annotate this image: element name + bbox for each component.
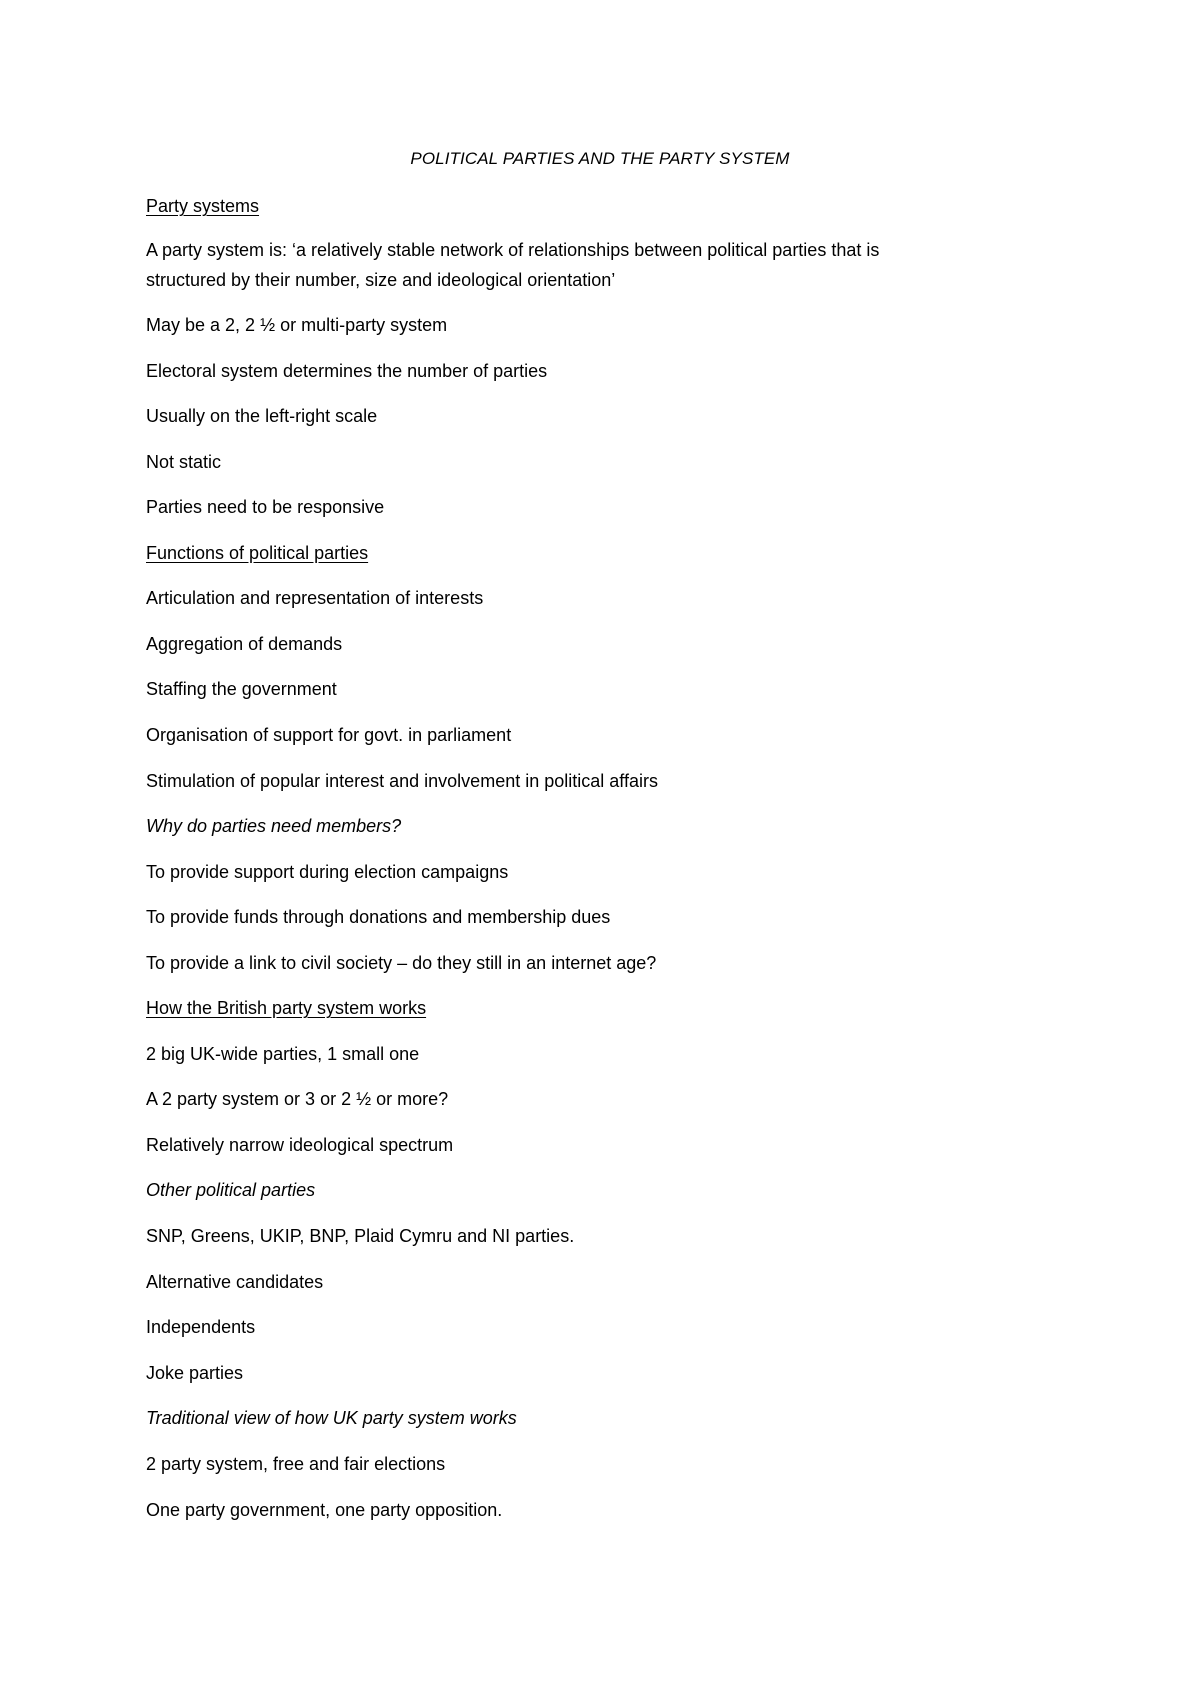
section-heading: How the British party system works <box>146 998 427 1018</box>
body-text-line: Parties need to be responsive <box>146 497 385 517</box>
body-text-line: One party government, one party opposition. <box>146 1500 503 1520</box>
body-text-line: A party system is: ‘a relatively stable network of relationships between political parties that is <box>146 240 880 260</box>
section-heading: Functions of political parties <box>146 543 369 563</box>
body-text-line: Not static <box>146 452 222 472</box>
body-text-line: Joke parties <box>146 1363 244 1383</box>
document-title: POLITICAL PARTIES AND THE PARTY SYSTEM <box>410 149 790 168</box>
body-text-line: A 2 party system or 3 or 2 ½ or more? <box>146 1089 449 1109</box>
body-text-line: Articulation and representation of interests <box>146 588 484 608</box>
body-text-line: To provide a link to civil society – do they still in an internet age? <box>146 953 657 973</box>
subsection-heading: Why do parties need members? <box>146 816 402 836</box>
subsection-heading: Other political parties <box>146 1180 316 1200</box>
body-text-line: To provide support during election campaigns <box>146 862 509 882</box>
body-text-line: Stimulation of popular interest and involvement in political affairs <box>146 771 658 791</box>
body-text-line: Usually on the left-right scale <box>146 406 378 426</box>
body-text-line: To provide funds through donations and membership dues <box>146 907 611 927</box>
body-text-line: Organisation of support for govt. in parliament <box>146 725 512 745</box>
body-text-line: SNP, Greens, UKIP, BNP, Plaid Cymru and NI parties. <box>146 1226 575 1246</box>
body-text-line: 2 big UK-wide parties, 1 small one <box>146 1044 420 1064</box>
body-text-line: Relatively narrow ideological spectrum <box>146 1135 454 1155</box>
body-text-line: structured by their number, size and ideological orientation’ <box>146 270 616 290</box>
body-text-line: Staffing the government <box>146 679 337 699</box>
section-heading: Party systems <box>146 196 260 216</box>
body-text-line: 2 party system, free and fair elections <box>146 1454 446 1474</box>
subsection-heading: Traditional view of how UK party system works <box>146 1408 517 1428</box>
body-text-line: May be a 2, 2 ½ or multi-party system <box>146 315 448 335</box>
body-text-line: Alternative candidates <box>146 1272 324 1292</box>
body-text-line: Independents <box>146 1317 256 1337</box>
body-text-line: Aggregation of demands <box>146 634 343 654</box>
body-text-line: Electoral system determines the number of parties <box>146 361 548 381</box>
